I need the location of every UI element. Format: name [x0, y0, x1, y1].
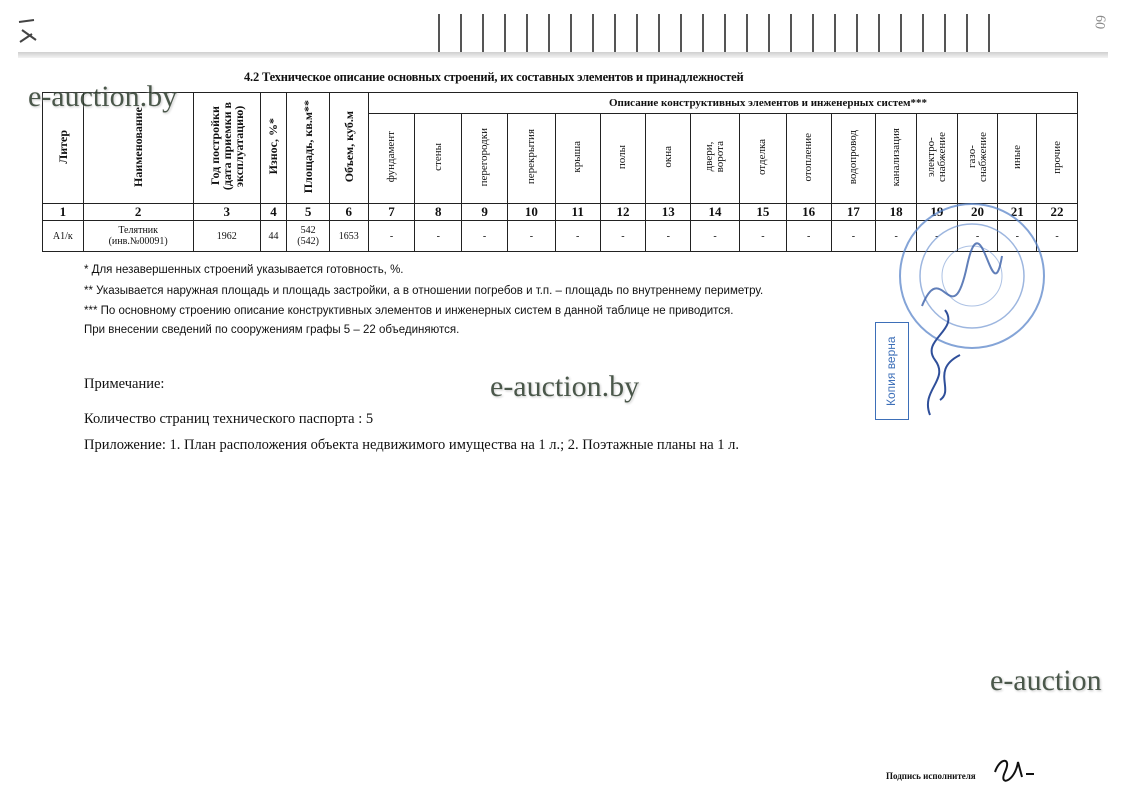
signature-label: Подпись исполнителя — [886, 771, 976, 781]
scan-edge-line — [18, 52, 1108, 58]
watermark-center: e-auction.by — [490, 370, 640, 403]
header-gas: газо- снабжение — [957, 114, 998, 204]
header-wear: Износ, %* — [260, 93, 286, 204]
copy-verified-stamp: Копия верна — [875, 322, 909, 420]
watermark-top-left: e-auction.by — [28, 80, 178, 113]
header-year: Год постройки (дата приемки в эксплуатацию) — [193, 93, 260, 204]
header-heating: отопление — [786, 114, 831, 204]
header-floors-slabs: перекрытия — [507, 114, 555, 204]
section-title: 4.2 Техническое описание основных строений, их составных элементов и принадлежностей — [244, 70, 744, 84]
page-number-mark: 60 — [1091, 14, 1108, 30]
header-electricity: электро- снабжение — [917, 114, 958, 204]
cell-wear: 44 — [260, 221, 286, 252]
column-number-row: 1 2 3 4 5 6 7 8 9 10 11 12 13 14 15 16 17 18 19 20 21 22 — [43, 204, 1078, 221]
appendix: Приложение: 1. План расположения объекта недвижимого имущества на 1 л.; 2. Поэтажные планы на 1 л. — [84, 437, 740, 453]
signature-icon — [910, 300, 980, 420]
header-doors: двери, ворота — [691, 114, 740, 204]
header-misc: прочие — [1037, 114, 1078, 204]
pages-count: Количество страниц технического паспорта : 5 — [84, 411, 374, 427]
header-walls: стены — [415, 114, 462, 204]
header-water: водопровод — [831, 114, 876, 204]
footnote-2: ** Указывается наружная площадь и площадь застройки, а в отношении погребов и т.п. – площадь по внутреннему периметру. — [84, 285, 764, 297]
header-roof: крыша — [555, 114, 600, 204]
corner-mark-icon — [14, 12, 44, 52]
table-row: А1/к Телятник (инв.№00091) 1962 44 542 (542) 1653 - - - - - - - - - - - - - - - - — [43, 221, 1078, 252]
footnote-1: * Для незавершенных строений указывается готовность, %. — [84, 264, 404, 276]
cell-year: 1962 — [193, 221, 260, 252]
scan-tick-marks — [438, 14, 998, 52]
footnote-4: При внесении сведений по сооружениям графы 5 – 22 объединяются. — [84, 324, 460, 336]
header-other: иные — [998, 114, 1037, 204]
cell-area: 542 (542) — [287, 221, 330, 252]
header-sewage: канализация — [876, 114, 917, 204]
header-floors: полы — [600, 114, 646, 204]
cell-name: Телятник (инв.№00091) — [83, 221, 193, 252]
header-finishing: отделка — [739, 114, 786, 204]
header-liter: Литер — [43, 93, 84, 204]
header-area: Площадь, кв.м** — [287, 93, 330, 204]
header-volume: Объем, куб.м — [329, 93, 368, 204]
executor-signature-icon — [990, 752, 1040, 784]
header-name: Наименование — [83, 93, 193, 204]
watermark-bottom-right: e-auction — [990, 664, 1102, 697]
cell-volume: 1653 — [329, 221, 368, 252]
cell-liter: А1/к — [43, 221, 84, 252]
header-foundation: фундамент — [368, 114, 415, 204]
header-partitions: перегородки — [462, 114, 508, 204]
note-label: Примечание: — [84, 376, 165, 392]
header-group-structural: Описание конструктивных элементов и инженерных систем*** — [368, 93, 1077, 114]
footnote-3: *** По основному строению описание конструктивных элементов и инженерных систем в данной таблице не приводится. — [84, 305, 734, 317]
header-windows: окна — [646, 114, 691, 204]
